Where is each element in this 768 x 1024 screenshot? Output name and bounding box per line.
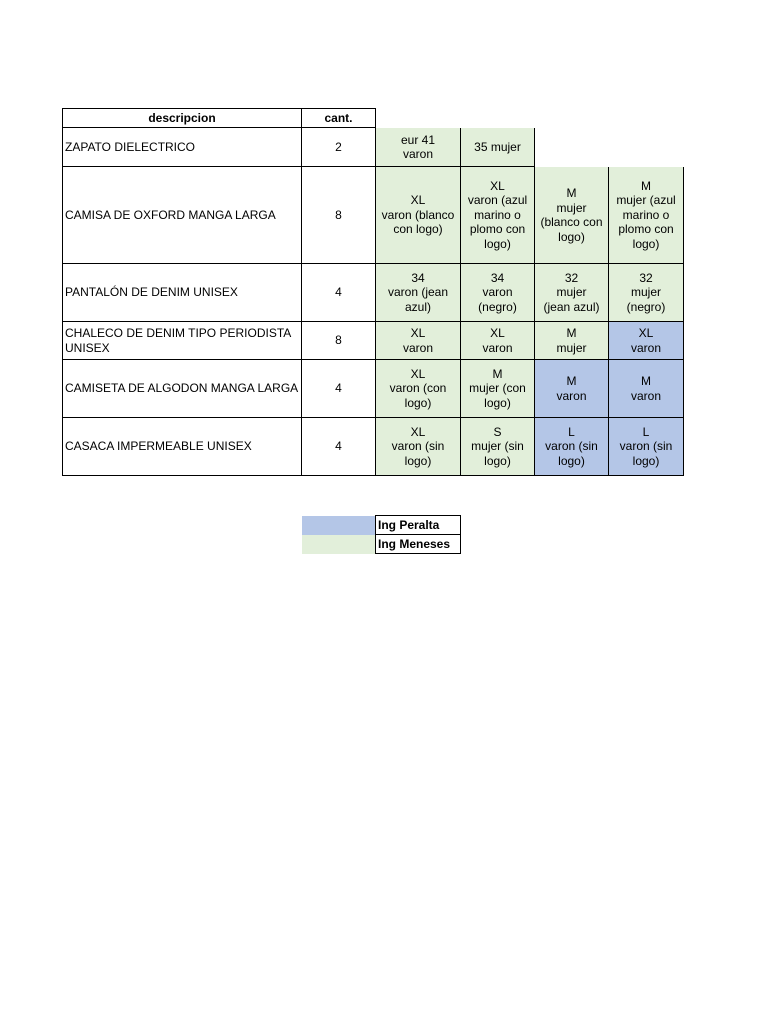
header-quantity: cant. — [302, 109, 376, 128]
row-quantity: 8 — [302, 322, 376, 360]
row-description: CHALECO DE DENIM TIPO PERIODISTA UNISEX — [63, 322, 302, 360]
size-cell: XL varon — [461, 322, 535, 360]
size-cell: 32 mujer (negro) — [609, 264, 684, 322]
header-row — [63, 109, 684, 128]
inventory-table — [62, 108, 684, 476]
table-row — [63, 360, 684, 418]
table-row — [63, 128, 684, 167]
size-cell: XL varon — [609, 322, 684, 360]
row-description: ZAPATO DIELECTRICO — [63, 128, 302, 167]
size-cell: eur 41 varon — [376, 128, 461, 167]
legend-table — [302, 515, 461, 554]
row-quantity: 4 — [302, 418, 376, 476]
row-description: CAMISETA DE ALGODON MANGA LARGA — [63, 360, 302, 418]
size-cell: XL varon (con logo) — [376, 360, 461, 418]
table-row — [63, 167, 684, 264]
size-cell: M mujer (blanco con logo) — [535, 167, 609, 264]
legend-label: Ing Peralta — [376, 516, 461, 535]
size-cell: 34 varon (negro) — [461, 264, 535, 322]
table-row — [63, 322, 684, 360]
row-quantity: 4 — [302, 264, 376, 322]
size-cell: L varon (sin logo) — [609, 418, 684, 476]
legend-swatch-green — [302, 535, 376, 554]
size-cell: XL varon (blanco con logo) — [376, 167, 461, 264]
size-cell: M varon — [535, 360, 609, 418]
size-cell: L varon (sin logo) — [535, 418, 609, 476]
size-cell: M mujer — [535, 322, 609, 360]
row-quantity: 4 — [302, 360, 376, 418]
size-cell: 32 mujer (jean azul) — [535, 264, 609, 322]
size-cell: M mujer (con logo) — [461, 360, 535, 418]
color-legend — [302, 515, 461, 554]
inventory-table-container — [62, 108, 684, 476]
row-description: PANTALÓN DE DENIM UNISEX — [63, 264, 302, 322]
size-cell: M varon — [609, 360, 684, 418]
legend-swatch-blue — [302, 516, 376, 535]
row-description: CASACA IMPERMEABLE UNISEX — [63, 418, 302, 476]
size-cell: XL varon — [376, 322, 461, 360]
size-cell: 35 mujer — [461, 128, 535, 167]
size-cell: 34 varon (jean azul) — [376, 264, 461, 322]
table-row — [63, 264, 684, 322]
legend-label: Ing Meneses — [376, 535, 461, 554]
size-cell: M mujer (azul marino o plomo con logo) — [609, 167, 684, 264]
header-description: descripcion — [63, 109, 302, 128]
size-cell: S mujer (sin logo) — [461, 418, 535, 476]
row-description: CAMISA DE OXFORD MANGA LARGA — [63, 167, 302, 264]
legend-row — [302, 535, 461, 554]
size-cell: XL varon (azul marino o plomo con logo) — [461, 167, 535, 264]
table-row — [63, 418, 684, 476]
legend-row — [302, 516, 461, 535]
size-cell: XL varon (sin logo) — [376, 418, 461, 476]
row-quantity: 8 — [302, 167, 376, 264]
row-quantity: 2 — [302, 128, 376, 167]
